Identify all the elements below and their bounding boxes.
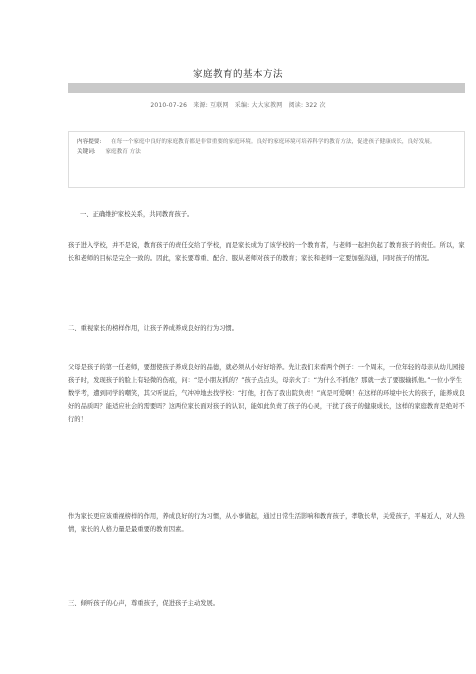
summary-box [68,131,465,188]
meta-author: 采编: 大大家教网 [234,102,283,109]
keywords-line [77,147,456,157]
meta-source: 来源: 互联网 [193,102,229,109]
summary-line [77,137,456,147]
meta-views: 阅读: 322 次 [288,102,326,109]
title-divider-bar [68,83,465,93]
keywords-label: 关键词: [77,149,96,155]
paragraph-2: 父母是孩子的第一任老师，要想使孩子养成良好的品德，就必须从小好好培养。先让我们来看两个例子：一个周末，一位年轻的母亲从幼儿园接孩子时，发现孩子的脸上有轻微的伤痕，问：“是小朋友抓的？”孩子点点头，母亲火了：“为什么不抓他？那就一去了要服输抓他。”一位小学生数学考，遭到同学的嘲笑，其父听说后，气冲冲地去找学校：“打他，打伤了我出院负责！”真是可爱啊！在这样的环境中长大的孩子，能养成良好的品质吗？能适应社会的需要吗？这两位家长面对孩子的认识，能如此负责了孩子的心灵，干扰了孩子的健康成长，这样的家庭教育是绝对不行的！ [68,364,465,423]
article-title: 家庭教育的基本方法 [192,69,283,80]
section-heading-1: 一、正确维护家校关系，共同教育孩子。 [80,211,194,218]
paragraph-1: 孩子进入学校，并不是说，教育孩子的责任交给了学校，而是家长成为了该学校的一个教育者，与老师一起担负起了教育孩子的责任。所以，家长和老师的目标是完全一致的。因此，家长要尊重、配合、服从老师对孩子的教育；家长和老师一定要加强沟通，同时孩子的情况。 [68,242,465,262]
keywords-text: 家庭教育 方法 [105,149,141,155]
section-heading-3: 三、倾听孩子的心声，尊重孩子，促进孩子主动发展。 [68,600,220,607]
section-heading-2: 二、重视家长的榜样作用，让孩子养成养成良好的行为习惯。 [68,325,239,332]
summary-text: 在每一个家庭中良好的家庭教育都是非常重要的家庭环境。良好的家庭环境可培养科学的教育方法，促进孩子健康成长，良好发展。 [111,139,436,145]
meta-date: 2010-07-26 [150,102,188,109]
article-meta [0,100,476,109]
summary-label: 内容提要: [77,139,102,145]
paragraph-3: 作为家长更应该重视榜样的作用，养成良好的行为习惯，从小事做起，通过日常生活影响和教育孩子，孝敬长辈，关爱孩子，平易近人，对人热情，家长的人格力量是最重要的教育因素。 [68,513,465,533]
